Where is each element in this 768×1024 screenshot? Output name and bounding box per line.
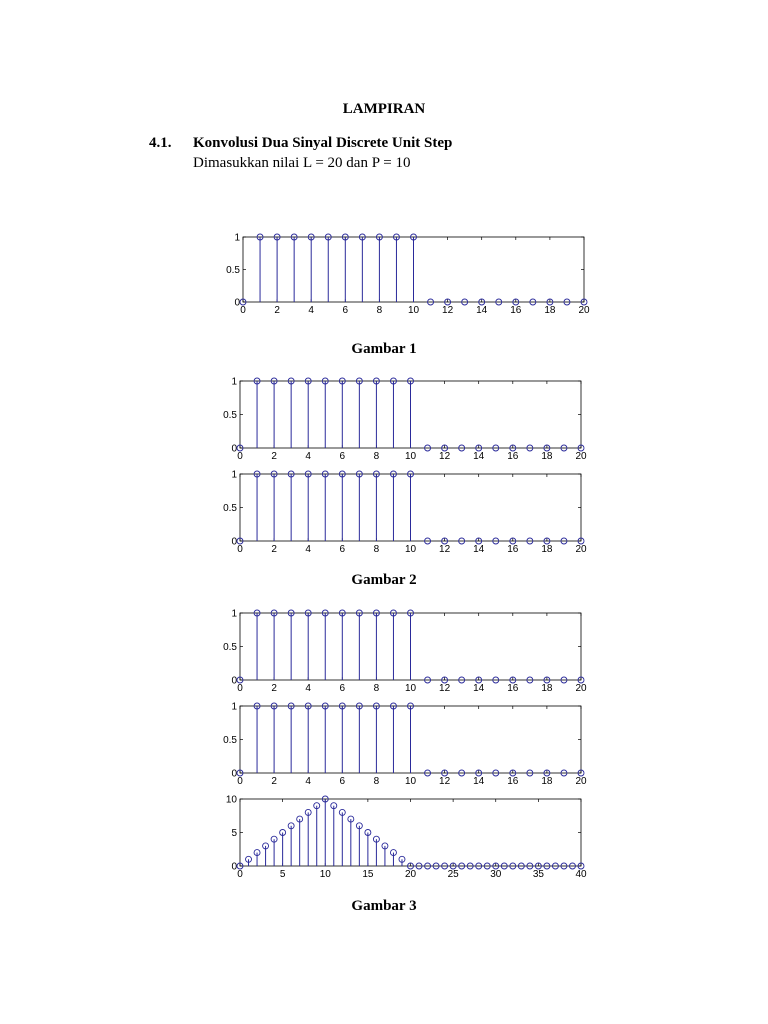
x-tick-label: 30 (490, 869, 502, 880)
x-tick-label: 2 (271, 451, 277, 462)
x-tick-label: 6 (339, 451, 346, 462)
x-tick-label: 8 (376, 305, 383, 316)
y-tick-label: 1 (231, 701, 237, 713)
x-tick-label: 20 (404, 869, 417, 880)
x-tick-label: 0 (237, 776, 243, 787)
x-tick-label: 4 (305, 544, 311, 555)
caption-gambar-1: Gambar 1 (351, 341, 417, 357)
section-subtitle: Dimasukkan nilai L = 20 dan P = 10 (193, 155, 411, 171)
y-tick-label: 0 (231, 861, 237, 873)
x-tick-label: 20 (575, 683, 587, 694)
x-tick-label: 0 (237, 683, 243, 694)
y-tick-label: 5 (231, 828, 237, 839)
x-tick-label: 8 (373, 544, 380, 555)
appendix-heading: LAMPIRAN (342, 101, 426, 117)
x-tick-label: 2 (271, 776, 277, 787)
x-tick-label: 4 (308, 305, 314, 316)
x-tick-label: 10 (404, 776, 417, 787)
x-tick-label: 16 (510, 305, 522, 316)
x-tick-label: 20 (578, 305, 590, 316)
x-tick-label: 0 (240, 305, 246, 316)
y-tick-label: 0.5 (223, 735, 237, 746)
x-tick-label: 8 (373, 451, 380, 462)
y-tick-label: 0 (231, 443, 237, 455)
x-tick-label: 40 (575, 869, 587, 880)
x-tick-label: 2 (271, 544, 277, 555)
section-number: 4.1. (149, 135, 172, 151)
x-tick-label: 18 (544, 305, 556, 316)
x-tick-label: 4 (305, 683, 311, 694)
y-tick-label: 0 (231, 536, 237, 548)
y-tick-label: 0.5 (223, 642, 237, 653)
x-tick-label: 16 (507, 451, 519, 462)
x-tick-label: 6 (339, 776, 346, 787)
x-tick-label: 10 (404, 544, 417, 555)
x-tick-label: 4 (305, 451, 311, 462)
x-tick-label: 16 (507, 776, 519, 787)
x-tick-label: 20 (575, 776, 587, 787)
y-tick-label: 1 (234, 232, 240, 244)
x-tick-label: 10 (404, 683, 417, 694)
y-tick-label: 1 (231, 376, 237, 388)
x-tick-label: 6 (339, 683, 346, 694)
x-tick-label: 2 (274, 305, 280, 316)
x-tick-label: 0 (237, 544, 243, 555)
x-tick-label: 5 (279, 869, 286, 880)
x-tick-label: 10 (319, 869, 331, 880)
x-tick-label: 0 (237, 451, 243, 462)
x-tick-label: 12 (442, 305, 454, 316)
x-tick-label: 8 (373, 776, 380, 787)
y-tick-label: 0.5 (226, 265, 240, 276)
x-tick-label: 35 (532, 869, 544, 880)
x-tick-label: 2 (271, 683, 277, 694)
x-tick-label: 18 (541, 544, 553, 555)
x-tick-label: 18 (541, 451, 553, 462)
x-tick-label: 16 (507, 683, 519, 694)
x-tick-label: 8 (373, 683, 380, 694)
x-tick-label: 25 (447, 869, 459, 880)
x-tick-label: 18 (541, 776, 553, 787)
y-tick-label: 1 (231, 608, 237, 620)
x-tick-label: 16 (507, 544, 519, 555)
x-tick-label: 14 (473, 544, 485, 555)
x-tick-label: 15 (362, 869, 374, 880)
x-tick-label: 14 (473, 683, 485, 694)
y-tick-label: 0.5 (223, 410, 237, 421)
x-tick-label: 12 (439, 776, 451, 787)
x-tick-label: 0 (237, 869, 243, 880)
x-tick-label: 14 (476, 305, 488, 316)
x-tick-label: 14 (473, 776, 485, 787)
x-tick-label: 20 (575, 544, 587, 555)
caption-gambar-3: Gambar 3 (351, 898, 417, 914)
y-tick-label: 0 (231, 675, 237, 687)
x-tick-label: 4 (305, 776, 311, 787)
y-tick-label: 0 (234, 297, 240, 309)
x-tick-label: 18 (541, 683, 553, 694)
y-tick-label: 0 (231, 768, 237, 780)
y-tick-label: 0.5 (223, 503, 237, 514)
x-tick-label: 14 (473, 451, 485, 462)
x-tick-label: 20 (575, 451, 587, 462)
x-tick-label: 12 (439, 683, 451, 694)
section-title: Konvolusi Dua Sinyal Discrete Unit Step (193, 135, 453, 151)
x-tick-label: 6 (342, 305, 349, 316)
x-tick-label: 6 (339, 544, 346, 555)
y-tick-label: 1 (231, 469, 237, 481)
x-tick-label: 10 (404, 451, 417, 462)
y-tick-label: 10 (225, 794, 237, 806)
x-tick-label: 12 (439, 451, 451, 462)
caption-gambar-2: Gambar 2 (351, 572, 417, 588)
x-tick-label: 12 (439, 544, 451, 555)
x-tick-label: 10 (407, 305, 420, 316)
